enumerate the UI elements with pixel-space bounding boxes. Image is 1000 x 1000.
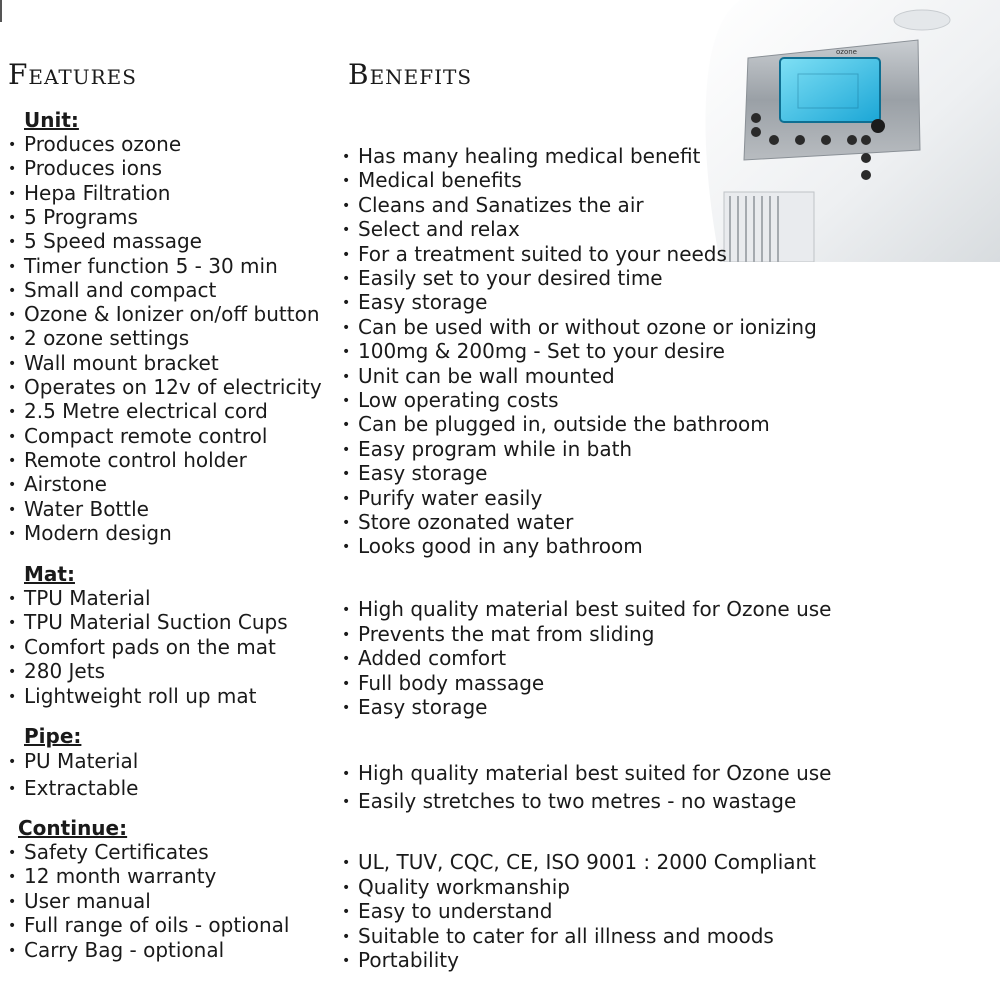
benefit-item: • Easy program while in bath [358,438,632,460]
benefit-item: • Easily stretches to two metres - no wastage [358,790,796,812]
feature-item: • Produces ozone [24,133,181,155]
benefit-item: • Easy to understand [358,900,552,922]
benefit-item: • High quality material best suited for Ozone use [358,762,831,784]
section-title: Unit: [24,108,79,132]
benefit-item: • Unit can be wall mounted [358,365,615,387]
feature-item: • Modern design [24,522,172,544]
feature-item: • 5 Programs [24,206,138,228]
feature-item: • Safety Certificates [24,841,209,863]
feature-item: • Timer function 5 - 30 min [24,255,278,277]
feature-item: • PU Material [24,750,138,772]
benefit-item: • Purify water easily [358,487,542,509]
feature-item: • Comfort pads on the mat [24,636,276,658]
benefit-item: • Suitable to cater for all illness and moods [358,925,774,947]
benefit-item: • Prevents the mat from sliding [358,623,654,645]
feature-item: • 5 Speed massage [24,230,202,252]
feature-item: • Small and compact [24,279,216,301]
benefit-item: • Store ozonated water [358,511,573,533]
feature-item: • 12 month warranty [24,865,216,887]
feature-item: • 280 Jets [24,660,105,682]
benefit-item: • Easy storage [358,462,487,484]
feature-item: • Produces ions [24,157,162,179]
feature-item: • 2.5 Metre electrical cord [24,400,268,422]
benefits-heading: Benefits [348,58,473,91]
benefit-item: • Cleans and Sanatizes the air [358,194,644,216]
feature-item: • 2 ozone settings [24,327,189,349]
feature-item: • Lightweight roll up mat [24,685,257,707]
feature-item: • TPU Material [24,587,151,609]
benefit-item: • For a treatment suited to your needs [358,243,727,265]
benefit-item: • 100mg & 200mg - Set to your desire [358,340,725,362]
benefit-item: • Quality workmanship [358,876,570,898]
benefit-item: • Looks good in any bathroom [358,535,643,557]
feature-item: • Operates on 12v of electricity [24,376,322,398]
section-title: Mat: [24,562,75,586]
feature-item: • Remote control holder [24,449,247,471]
benefit-item: • Easy storage [358,291,487,313]
benefit-item: • Select and relax [358,218,520,240]
benefit-item: • High quality material best suited for Ozone use [358,598,831,620]
benefit-item: • Easy storage [358,696,487,718]
benefit-item: • Full body massage [358,672,544,694]
benefit-item: • Low operating costs [358,389,559,411]
cursor-bar [0,0,2,22]
ozone-device-image [700,0,1000,262]
benefit-item: • Added comfort [358,647,506,669]
feature-item: • TPU Material Suction Cups [24,611,288,633]
section-title: Pipe: [24,724,82,748]
benefit-item: • Medical benefits [358,169,522,191]
feature-item: • Airstone [24,473,107,495]
benefit-item: • UL, TUV, CQC, CE, ISO 9001 : 2000 Compliant [358,851,816,873]
feature-item: • Extractable [24,777,138,799]
benefit-item: • Can be used with or without ozone or ionizing [358,316,817,338]
device-brand-text: ozone [836,48,857,56]
feature-item: • Compact remote control [24,425,267,447]
feature-item: • Water Bottle [24,498,149,520]
feature-item: • Carry Bag - optional [24,939,224,961]
feature-item: • Ozone & Ionizer on/off button [24,303,320,325]
feature-item: • Wall mount bracket [24,352,219,374]
benefit-item: • Portability [358,949,459,971]
benefit-item: • Easily set to your desired time [358,267,663,289]
feature-item: • User manual [24,890,151,912]
benefit-item: • Has many healing medical benefit [358,145,700,167]
section-title: Continue: [18,816,128,840]
feature-item: • Hepa Filtration [24,182,170,204]
feature-item: • Full range of oils - optional [24,914,289,936]
benefit-item: • Can be plugged in, outside the bathroom [358,413,770,435]
features-heading: Features [8,58,137,91]
